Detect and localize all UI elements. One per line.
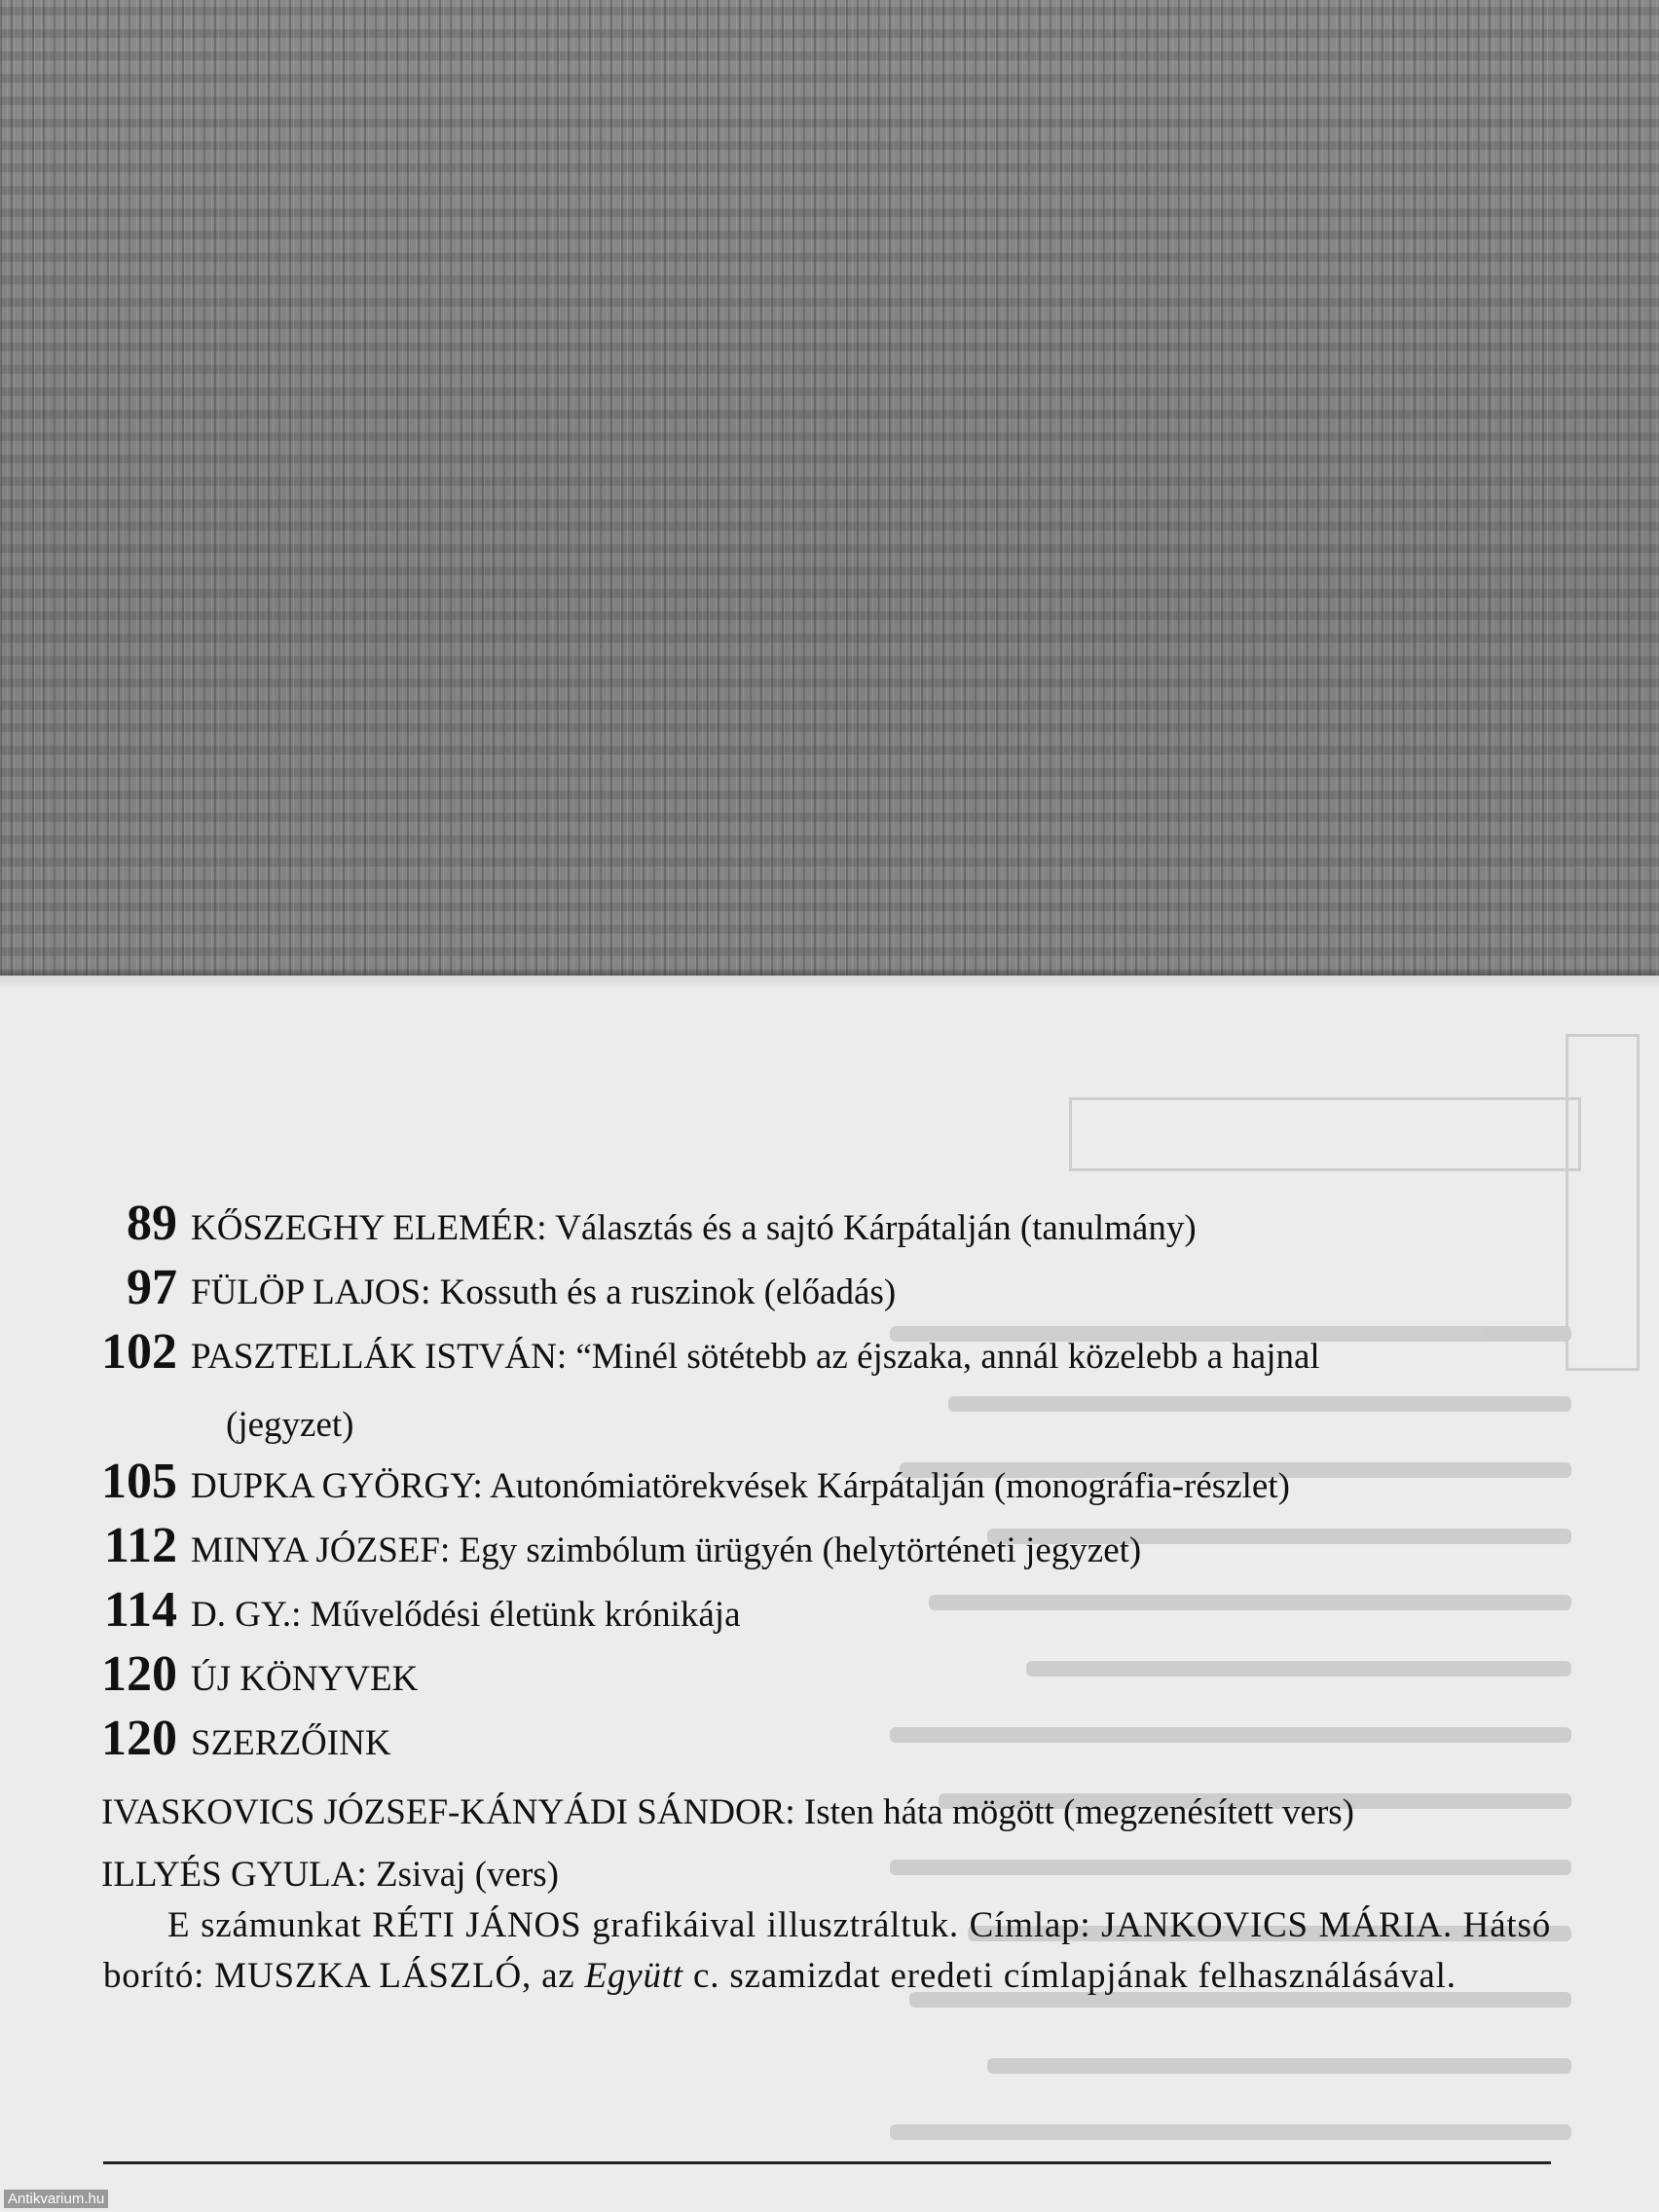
page-number: 114	[103, 1582, 177, 1638]
page-number: 97	[127, 1260, 177, 1315]
toc-entry	[0, 1453, 1290, 1510]
toc-entry	[0, 1645, 418, 1703]
extra-line: ILLYÉS GYULA: Zsivaj (vers)	[101, 1855, 559, 1895]
toc-entry	[0, 1259, 896, 1316]
entry-title: PASZTELLÁK ISTVÁN: “Minél sötétebb az éjszaka, annál közelebb a hajnal	[191, 1337, 1320, 1377]
extra-line: IVASKOVICS JÓZSEF-KÁNYÁDI SÁNDOR: Isten háta mögött (megzenésített vers)	[101, 1792, 1354, 1832]
entry-title: ÚJ KÖNYVEK	[191, 1659, 419, 1699]
toc-entry	[0, 1323, 1320, 1381]
entry-title: SZERZŐINK	[191, 1723, 391, 1763]
page-number: 89	[127, 1196, 177, 1251]
toc-entry	[0, 1517, 1141, 1574]
page-number: 105	[101, 1454, 177, 1509]
toc-entry	[0, 1710, 391, 1767]
horizontal-rule	[103, 2161, 1551, 2164]
page-number: 120	[101, 1711, 177, 1766]
entry-title: FÜLÖP LAJOS: Kossuth és a ruszinok (előadás)	[191, 1272, 897, 1312]
credits-paragraph	[103, 1900, 1551, 2002]
page-number: 112	[103, 1518, 177, 1573]
table-of-contents	[0, 976, 1659, 2212]
entry-title: DUPKA GYÖRGY: Autonómiatörekvések Kárpátalján (monográfia-részlet)	[191, 1466, 1290, 1506]
wooden-table-background	[0, 0, 1659, 978]
toc-entry	[0, 1195, 1197, 1252]
watermark: Antikvarium.hu	[4, 2190, 108, 2208]
entry-title: KŐSZEGHY ELEMÉR: Választás és a sajtó Kárpátalján (tanulmány)	[191, 1208, 1197, 1248]
credits-italic-title: Együtt	[584, 1956, 683, 1996]
credits-text: E számunkat RÉTI JÁNOS grafikáival illusztráltuk. Címlap: JANKOVICS MÁRIA. Hátsó borító: MUSZKA LÁSZLÓ, az	[103, 1905, 1551, 1996]
entry-title: MINYA JÓZSEF: Egy szimbólum ürügyén (helytörténeti jegyzet)	[191, 1530, 1142, 1570]
entry-title-continuation: (jegyzet)	[226, 1405, 354, 1445]
toc-entry	[0, 1581, 741, 1639]
credits-text-end: c. szamizdat eredeti címlapjának felhasználásával.	[682, 1956, 1456, 1996]
entry-title: D. GY.: Művelődési életünk krónikája	[191, 1595, 741, 1635]
page-number: 102	[101, 1324, 177, 1380]
page-number: 120	[101, 1646, 177, 1702]
